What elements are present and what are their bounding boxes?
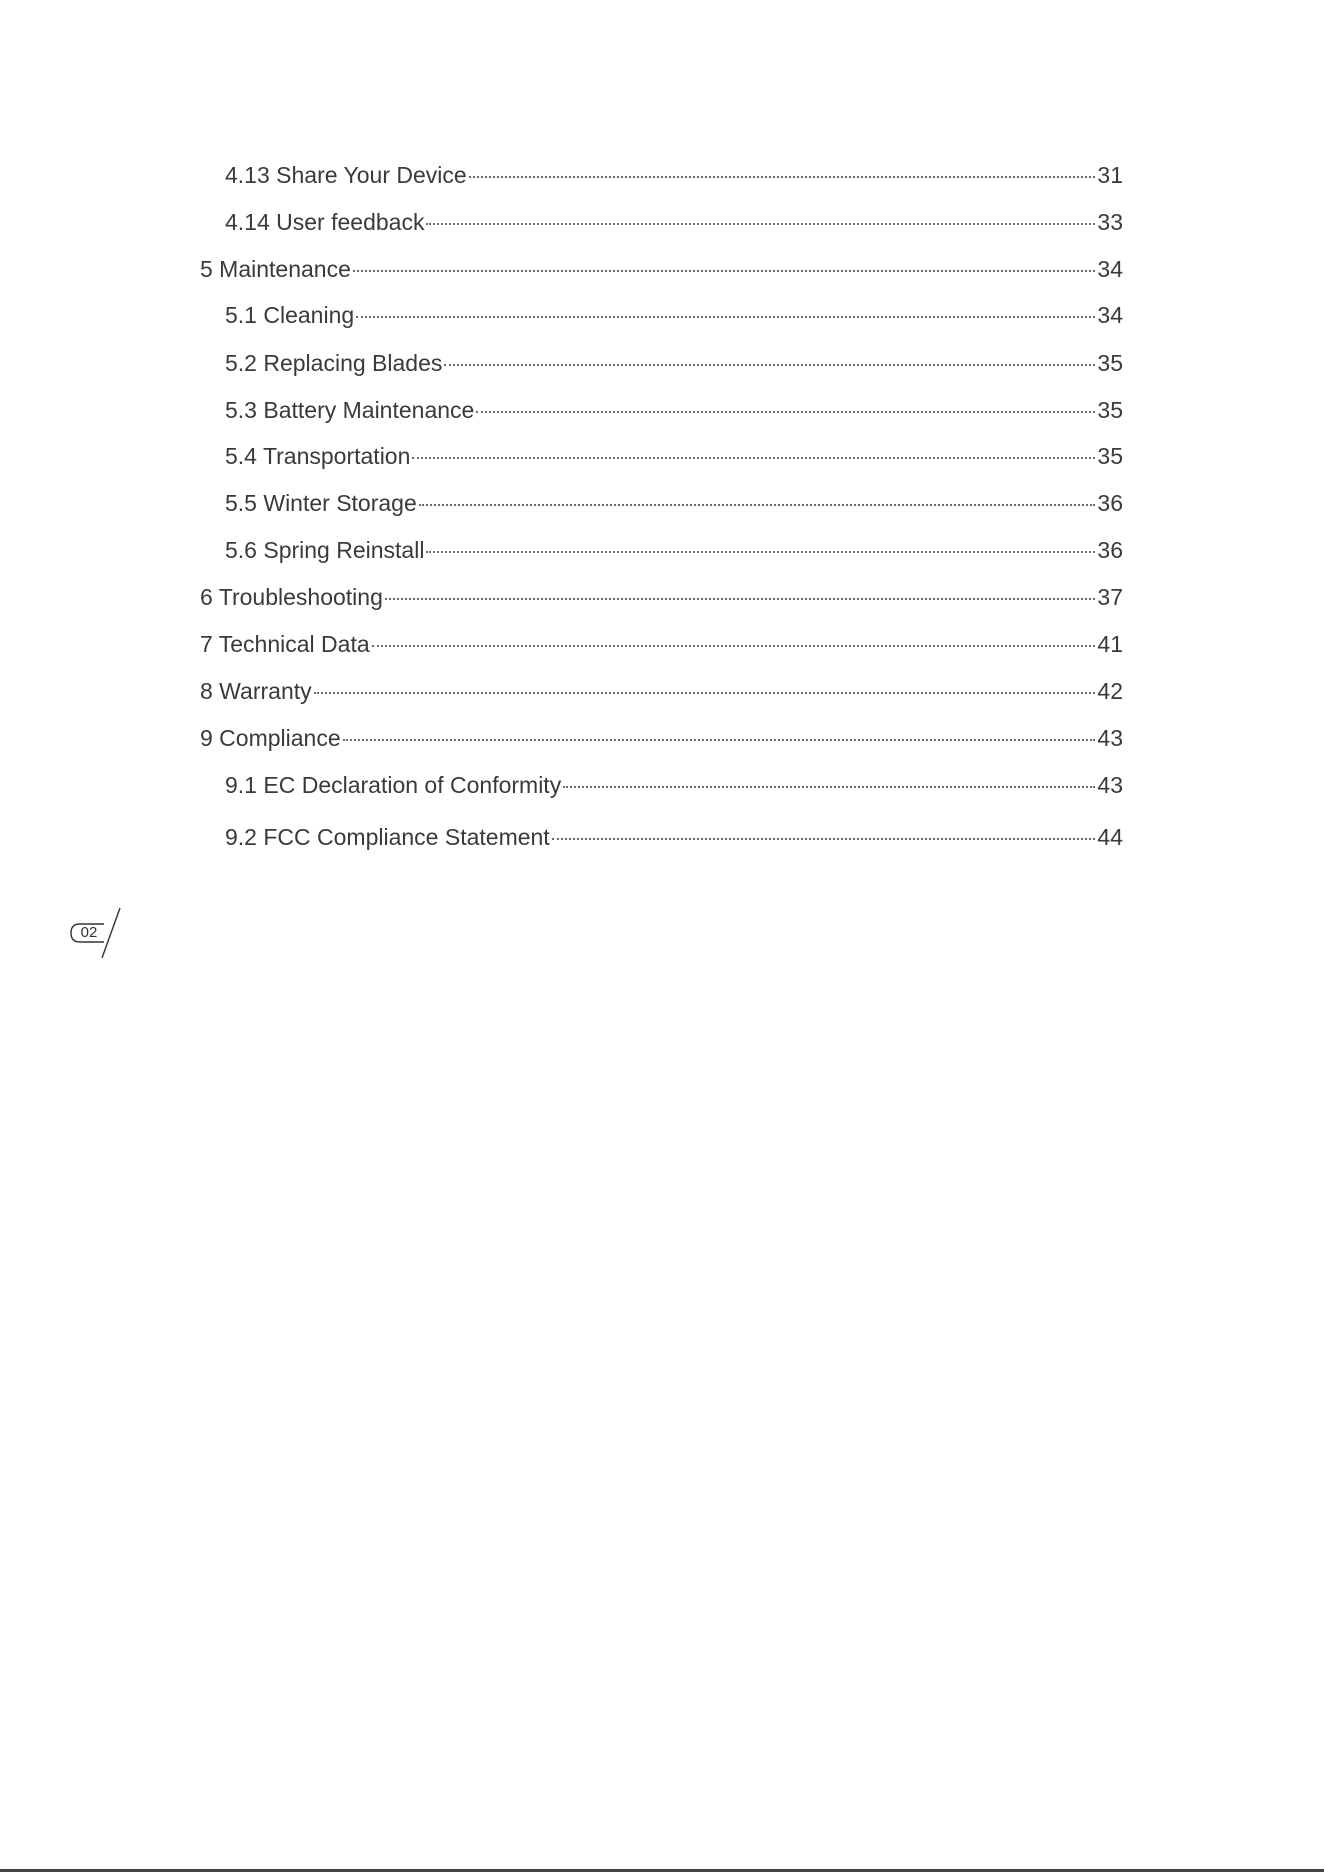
toc-entry-5-3[interactable] <box>225 395 1123 425</box>
toc-entry-label: 8 Warranty <box>200 678 312 704</box>
toc-entry-label: 6 Troubleshooting <box>200 584 383 610</box>
toc-entry-label: 4.13 Share Your Device <box>225 162 467 188</box>
toc-entry-5[interactable] <box>200 254 1123 284</box>
toc-entry-label: 5.2 Replacing Blades <box>225 350 443 376</box>
toc-entry-label: 5.5 Winter Storage <box>225 490 417 516</box>
toc-entry-label: 9 Compliance <box>200 725 341 751</box>
toc-entry-5-6[interactable] <box>225 535 1123 565</box>
toc-leader-dots <box>444 364 1095 366</box>
toc-entry-page: 35 <box>1097 443 1123 469</box>
toc-entry-9[interactable] <box>200 723 1123 753</box>
toc-entry-page: 31 <box>1097 162 1123 188</box>
toc-entry-page: 41 <box>1097 631 1123 657</box>
toc-entry-5-4[interactable] <box>225 441 1123 471</box>
toc-entry-label: 9.2 FCC Compliance Statement <box>225 824 550 850</box>
toc-leader-dots <box>314 692 1096 694</box>
toc-entry-9-2[interactable] <box>225 822 1123 852</box>
toc-entry-label: 5 Maintenance <box>200 256 351 282</box>
toc-entry-label: 7 Technical Data <box>200 631 370 657</box>
toc-entry-page: 34 <box>1097 256 1123 282</box>
toc-entry-7[interactable] <box>200 629 1123 659</box>
toc-leader-dots <box>343 739 1096 741</box>
toc-leader-dots <box>419 504 1096 506</box>
toc-entry-page: 37 <box>1097 584 1123 610</box>
toc-entry-8[interactable] <box>200 676 1123 706</box>
toc-entry-5-1[interactable] <box>225 300 1123 330</box>
toc-leader-dots <box>353 270 1096 272</box>
toc-leader-dots <box>356 316 1095 318</box>
toc-entry-page: 42 <box>1097 678 1123 704</box>
toc-entry-page: 44 <box>1097 824 1123 850</box>
toc-leader-dots <box>563 786 1095 788</box>
toc-leader-dots <box>469 176 1096 178</box>
toc-entry-page: 43 <box>1097 772 1123 798</box>
toc-entry-page: 43 <box>1097 725 1123 751</box>
toc-leader-dots <box>372 645 1096 647</box>
toc-entry-label: 9.1 EC Declaration of Conformity <box>225 772 562 798</box>
toc-leader-dots <box>426 551 1095 553</box>
toc-entry-page: 35 <box>1097 397 1123 423</box>
toc-entry-page: 34 <box>1097 302 1123 328</box>
toc-entry-9-1[interactable] <box>225 770 1123 800</box>
toc-leader-dots <box>426 223 1095 225</box>
toc-entry-6[interactable] <box>200 582 1123 612</box>
toc-entry-label: 5.6 Spring Reinstall <box>225 537 425 563</box>
toc-entry-label: 5.4 Transportation <box>225 443 411 469</box>
toc-entry-page: 35 <box>1097 350 1123 376</box>
page-number-marker <box>68 906 128 962</box>
toc-leader-dots <box>412 457 1095 459</box>
toc-entry-4-14[interactable] <box>225 207 1123 237</box>
toc-entry-label: 5.1 Cleaning <box>225 302 355 328</box>
toc-leader-dots <box>385 598 1096 600</box>
toc-entry-4-13[interactable] <box>225 160 1123 190</box>
toc-entry-5-2[interactable] <box>225 348 1123 378</box>
toc-leader-dots <box>552 838 1096 840</box>
toc-entry-page: 36 <box>1097 537 1123 563</box>
toc-entry-label: 4.14 User feedback <box>225 209 425 235</box>
toc-leader-dots <box>476 411 1095 413</box>
toc-entry-5-5[interactable] <box>225 488 1123 518</box>
page-number: 02 <box>80 924 98 941</box>
toc-entry-page: 36 <box>1097 490 1123 516</box>
toc-entry-label: 5.3 Battery Maintenance <box>225 397 475 423</box>
toc-entry-page: 33 <box>1097 209 1123 235</box>
